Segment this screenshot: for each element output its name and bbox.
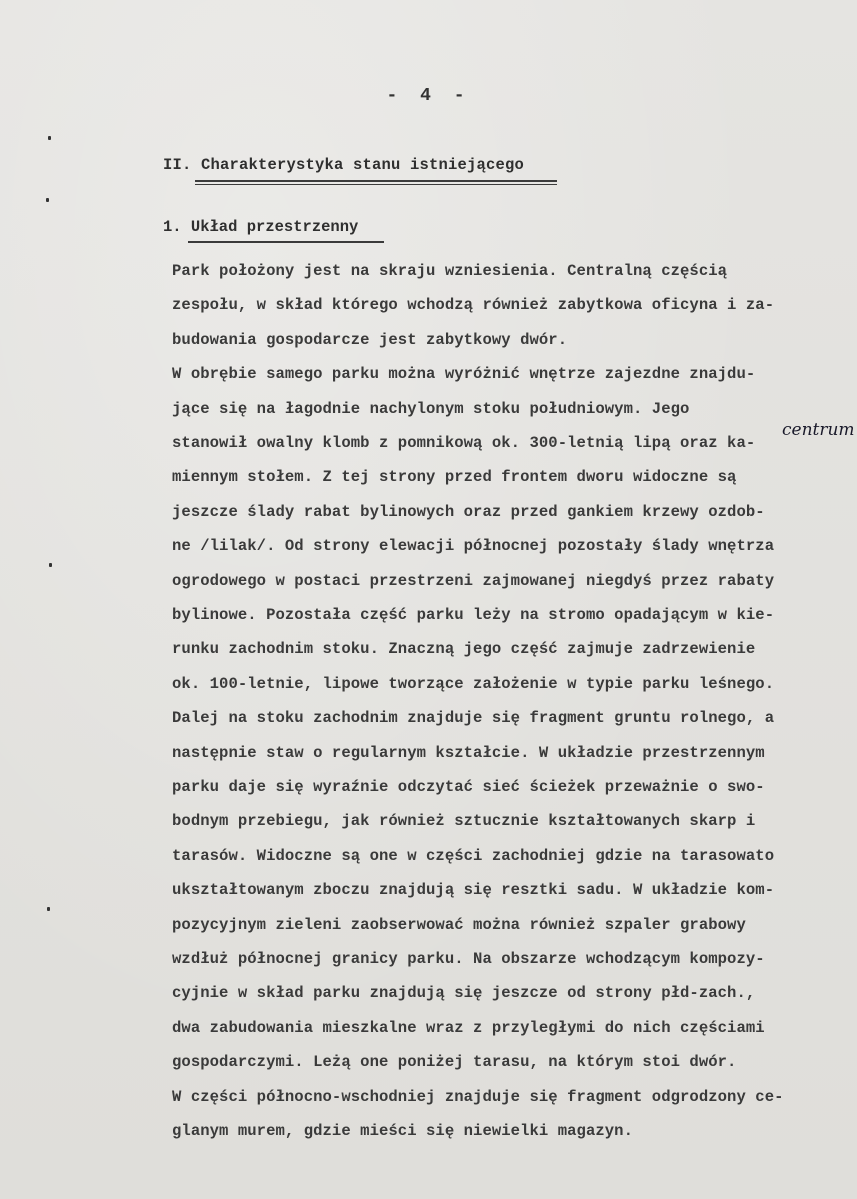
text-line: jące się na łagodnie nachylonym stoku południowym. Jego [172, 399, 690, 418]
page-number: - 4 - [386, 86, 471, 106]
margin-mark [46, 198, 49, 202]
text-line: wzdłuż północnej granicy parku. Na obszarze wchodzącym kompozy- [172, 950, 765, 968]
margin-mark [48, 136, 51, 140]
text-line: Park położony jest na skraju wzniesienia. Centralną częścią [172, 262, 728, 280]
chapter-title: II. Charakterystyka stanu istniejącego [163, 156, 525, 174]
text-line: budowania gospodarcze jest zabytkowy dwór. [172, 330, 568, 349]
handwritten-note: centrum [782, 420, 855, 440]
text-line: pozycyjnym zieleni zaobserwować można również szpaler grabowy [172, 915, 746, 934]
section-title: 1. Układ przestrzenny [163, 218, 359, 236]
text-line: ok. 100-letnie, lipowe tworzące założenie w typie parku leśnego. [172, 674, 775, 693]
text-line: zespołu, w skład którego wchodzą również zabytkowa oficyna i za- [172, 296, 775, 315]
text-line: ukształtowanym zboczu znajdują się resztki sadu. W układzie kom- [172, 881, 775, 900]
text-line: ne /lilak/. Od strony elewacji północnej pozostały ślady wnętrza [172, 537, 775, 556]
text-line: bodnym przebiegu, jak również sztucznie kształtowanych skarp i [172, 812, 756, 831]
text-line: następnie staw o regularnym kształcie. W układzie przestrzennym [172, 743, 765, 762]
margin-mark [47, 907, 50, 911]
text-line: Dalej na stoku zachodnim znajduje się fragment gruntu rolnego, a [172, 709, 775, 728]
text-line: bylinowe. Pozostała część parku leży na stromo opadającym w kie- [172, 606, 775, 624]
text-line: tarasów. Widoczne są one w części zachodniej gdzie na tarasowato [172, 846, 775, 865]
text-line: parku daje się wyraźnie odczytać sieć ścieżek przeważnie o swo- [172, 778, 765, 796]
section-underline [188, 241, 384, 243]
text-line: dwa zabudowania mieszkalne wraz z przyległymi do nich częściami [172, 1018, 765, 1037]
text-line: stanowił owalny klomb z pomnikową ok. 300-letnią lipą oraz ka- [172, 434, 756, 452]
text-line: W części północno-wschodniej znajduje się fragment odgrodzony ce- [172, 1087, 784, 1106]
text-line: glanym murem, gdzie mieści się niewielki magazyn. [172, 1122, 633, 1140]
text-line: runku zachodnim stoku. Znaczną jego część zajmuje zadrzewienie [172, 640, 756, 659]
text-line: gospodarczymi. Leżą one poniżej tarasu, na którym stoi dwór. [172, 1053, 737, 1072]
text-line: cyjnie w skład parku znajdują się jeszcze od strony płd-zach., [172, 984, 756, 1003]
text-line: W obrębie samego parku można wyróżnić wnętrze zajezdne znajdu- [172, 365, 756, 384]
text-line: ogrodowego w postaci przestrzeni zajmowanej niegdyś przez rabaty [172, 571, 775, 590]
margin-mark [49, 563, 52, 567]
chapter-double-underline [195, 178, 557, 188]
text-line: jeszcze ślady rabat bylinowych oraz przed gankiem krzewy ozdob- [172, 502, 765, 521]
text-line: miennym stołem. Z tej strony przed frontem dworu widoczne są [172, 468, 737, 487]
